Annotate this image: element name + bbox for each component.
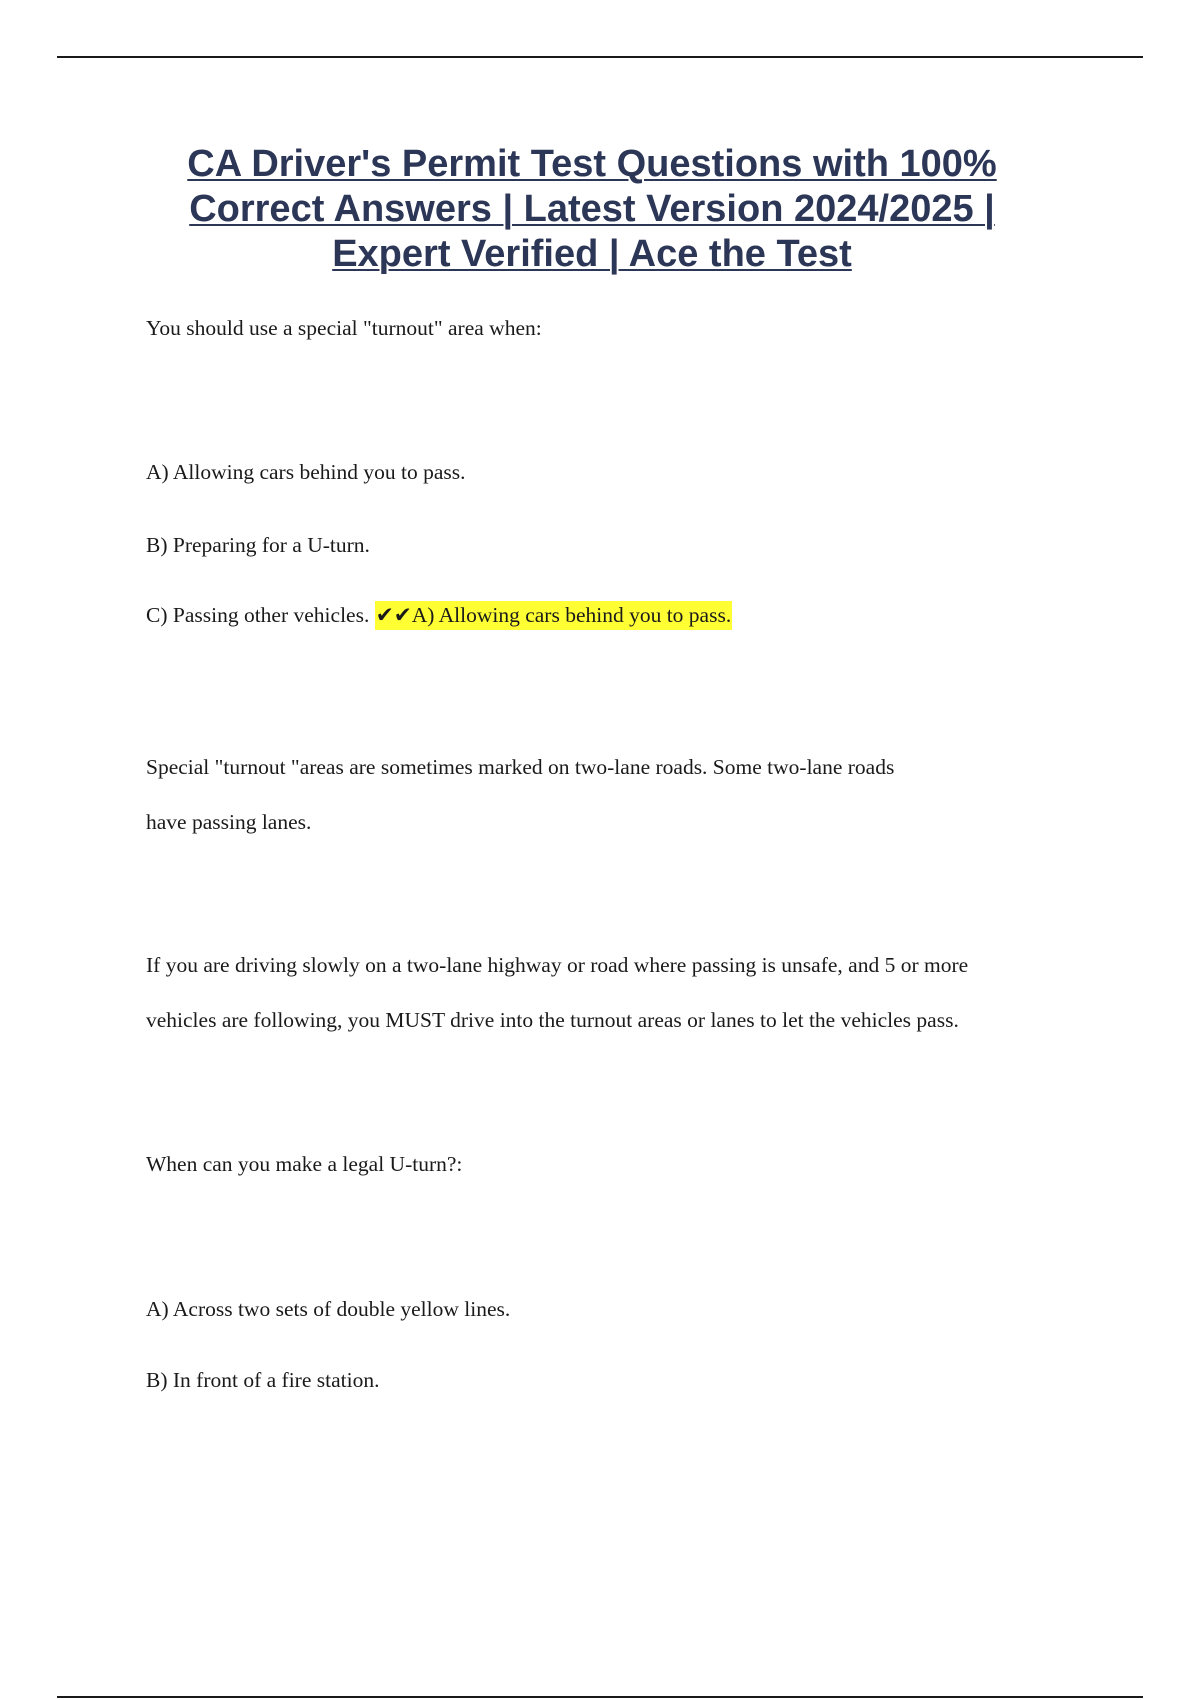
- explanation-line-4: vehicles are following, you MUST drive into the turnout areas or lanes to let the vehicles pass.: [146, 1008, 959, 1032]
- document-title: [100, 142, 1084, 277]
- question-2-option-a: A) Across two sets of double yellow lines.: [146, 1297, 511, 1321]
- question-1-option-a: A) Allowing cars behind you to pass.: [146, 460, 466, 484]
- title-line-3: Expert Verified | Ace the Test: [332, 233, 852, 275]
- question-1-option-c-line: [146, 601, 732, 629]
- explanation-line-2: have passing lanes.: [146, 810, 312, 834]
- question-2-option-b: B) In front of a fire station.: [146, 1368, 380, 1392]
- question-2-text: When can you make a legal U-turn?:: [146, 1152, 463, 1176]
- explanation-line-3: If you are driving slowly on a two-lane highway or road where passing is unsafe, and 5 or more: [146, 953, 969, 977]
- question-1-answer: ✔✔A) Allowing cars behind you to pass.: [375, 601, 733, 630]
- question-1-text: You should use a special "turnout" area when:: [146, 316, 542, 340]
- explanation-line-1: Special "turnout "areas are sometimes marked on two-lane roads. Some two-lane roads: [146, 755, 895, 779]
- title-line-1: CA Driver's Permit Test Questions with 100%: [187, 143, 997, 185]
- question-1-option-b: B) Preparing for a U-turn.: [146, 533, 370, 557]
- question-1-option-c: C) Passing other vehicles.: [146, 603, 370, 627]
- bottom-rule: [57, 1696, 1143, 1698]
- top-rule: [57, 56, 1143, 58]
- title-line-2: Correct Answers | Latest Version 2024/2025 |: [189, 188, 995, 230]
